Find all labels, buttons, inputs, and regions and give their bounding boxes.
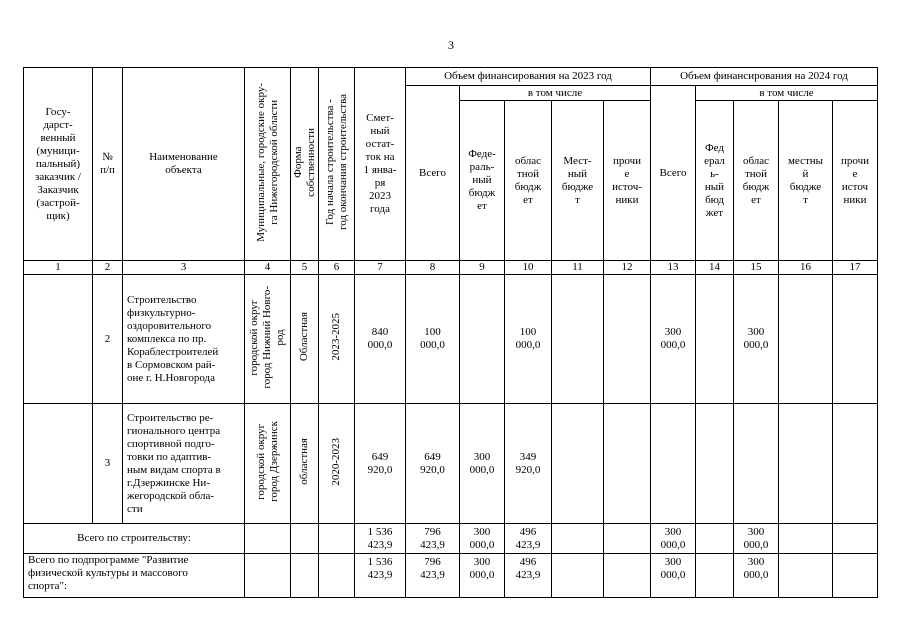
row-name: Строительство физкультурно- оздоровительного комплекса по пр. Кораблестроителей в Сормовском рай- оне г. Н.Новгорода bbox=[123, 275, 245, 404]
financing-table bbox=[23, 67, 878, 598]
header-other-2023: прочи е источ- ники bbox=[604, 101, 651, 261]
empty-cell bbox=[696, 524, 734, 554]
total-regional-2023: 496 423,9 bbox=[505, 524, 552, 554]
empty-cell bbox=[291, 554, 319, 598]
header-name: Наименование объекта bbox=[123, 68, 245, 261]
subprogram-regional-2024: 300 000,0 bbox=[734, 554, 779, 598]
column-number: 8 bbox=[406, 261, 460, 275]
total-label: Всего по строительству: bbox=[24, 524, 245, 554]
table-row bbox=[24, 404, 878, 524]
total-2024: 300 000,0 bbox=[651, 524, 696, 554]
total-estimate: 1 536 423,9 bbox=[355, 524, 406, 554]
empty-cell bbox=[552, 554, 604, 598]
header-local-2023: Мест- ный бюдже т bbox=[552, 101, 604, 261]
header-customer: Госу- дарст- венный (муници- пальный) заказчик / Заказчик (застрой- щик) bbox=[24, 68, 93, 261]
subprogram-total-label: Всего по подпрограмме "Развитие физической культуры и массового спорта": bbox=[24, 554, 245, 598]
subprogram-estimate: 1 536 423,9 bbox=[355, 554, 406, 598]
column-number: 11 bbox=[552, 261, 604, 275]
header-incl-2023: в том числе bbox=[460, 86, 651, 101]
column-number: 3 bbox=[123, 261, 245, 275]
column-number: 10 bbox=[505, 261, 552, 275]
empty-cell bbox=[833, 554, 878, 598]
row-federal-2023: 300 000,0 bbox=[460, 404, 505, 524]
row-name: Строительство ре- гионального центра спортивной подго- товки по адаптив- ным видам спорта в г.Дзержинске Ни- жегородской обла- сти bbox=[123, 404, 245, 524]
row-ownership-cell bbox=[291, 404, 319, 524]
header-num: № п/п bbox=[93, 68, 123, 261]
total-federal-2023: 300 000,0 bbox=[460, 524, 505, 554]
row-other-2023 bbox=[604, 275, 651, 404]
subprogram-total-2023: 796 423,9 bbox=[406, 554, 460, 598]
row-regional-2023: 349 920,0 bbox=[505, 404, 552, 524]
header-municipal-cell bbox=[245, 68, 291, 261]
total-row bbox=[24, 554, 878, 598]
column-number: 4 bbox=[245, 261, 291, 275]
header-estimate: Смет- ный остат- ток на 1 янва- ря 2023 года bbox=[355, 68, 406, 261]
total-row bbox=[24, 524, 878, 554]
subprogram-regional-2023: 496 423,9 bbox=[505, 554, 552, 598]
empty-cell bbox=[245, 554, 291, 598]
empty-cell bbox=[319, 524, 355, 554]
row-municipal: городской округ город Дзержинск bbox=[254, 421, 280, 502]
subprogram-federal-2023: 300 000,0 bbox=[460, 554, 505, 598]
row-customer bbox=[24, 404, 93, 524]
row-years-cell bbox=[319, 275, 355, 404]
total-regional-2024: 300 000,0 bbox=[734, 524, 779, 554]
column-number: 9 bbox=[460, 261, 505, 275]
row-years-cell bbox=[319, 404, 355, 524]
row-total-2024 bbox=[651, 404, 696, 524]
row-other-2024 bbox=[833, 275, 878, 404]
row-regional-2023: 100 000,0 bbox=[505, 275, 552, 404]
header-years: Год начала строительства - год окончания строительства bbox=[323, 94, 349, 230]
empty-cell bbox=[552, 524, 604, 554]
empty-cell bbox=[604, 554, 651, 598]
column-number: 16 bbox=[779, 261, 833, 275]
row-federal-2024 bbox=[696, 404, 734, 524]
empty-cell bbox=[245, 524, 291, 554]
column-number: 7 bbox=[355, 261, 406, 275]
table-row bbox=[24, 275, 878, 404]
column-number: 5 bbox=[291, 261, 319, 275]
row-local-2023 bbox=[552, 404, 604, 524]
row-num: 3 bbox=[93, 404, 123, 524]
header-municipal: Муниципальные, городские окру- га Нижегородской области bbox=[254, 82, 280, 242]
row-municipal-cell bbox=[245, 275, 291, 404]
empty-cell bbox=[604, 524, 651, 554]
column-number: 13 bbox=[651, 261, 696, 275]
empty-cell bbox=[779, 554, 833, 598]
row-local-2024 bbox=[779, 404, 833, 524]
column-number: 14 bbox=[696, 261, 734, 275]
empty-cell bbox=[291, 524, 319, 554]
row-total-2023: 100 000,0 bbox=[406, 275, 460, 404]
row-years: 2020-2023 bbox=[330, 437, 342, 486]
empty-cell bbox=[696, 554, 734, 598]
column-number: 15 bbox=[734, 261, 779, 275]
row-federal-2024 bbox=[696, 275, 734, 404]
empty-cell bbox=[779, 524, 833, 554]
page-number: 3 bbox=[448, 38, 454, 52]
header-incl-2024: в том числе bbox=[696, 86, 878, 101]
empty-cell bbox=[833, 524, 878, 554]
row-federal-2023 bbox=[460, 275, 505, 404]
header-other-2024: прочи е источ ники bbox=[833, 101, 878, 261]
column-number: 1 bbox=[24, 261, 93, 275]
header-local-2024: местны й бюдже т bbox=[779, 101, 833, 261]
column-number: 17 bbox=[833, 261, 878, 275]
header-regional-2023: облас тной бюдж ет bbox=[505, 101, 552, 261]
row-estimate: 649 920,0 bbox=[355, 404, 406, 524]
row-regional-2024: 300 000,0 bbox=[734, 275, 779, 404]
header-total-2023: Всего bbox=[406, 86, 460, 261]
row-total-2023: 649 920,0 bbox=[406, 404, 460, 524]
row-num: 2 bbox=[93, 275, 123, 404]
subprogram-total-2024: 300 000,0 bbox=[651, 554, 696, 598]
row-local-2024 bbox=[779, 275, 833, 404]
header-federal-2023: Феде- раль- ный бюдж ет bbox=[460, 101, 505, 261]
row-ownership: Областная bbox=[298, 312, 310, 362]
header-ownership-cell bbox=[291, 68, 319, 261]
column-numbers-row bbox=[24, 261, 878, 275]
header-years-cell bbox=[319, 68, 355, 261]
row-local-2023 bbox=[552, 275, 604, 404]
row-other-2023 bbox=[604, 404, 651, 524]
header-ownership: Форма собственности bbox=[291, 127, 317, 197]
row-total-2024: 300 000,0 bbox=[651, 275, 696, 404]
header-regional-2024: облас тной бюдж ет bbox=[734, 101, 779, 261]
header-federal-2024: Фед ерал ь- ный бюд жет bbox=[696, 101, 734, 261]
empty-cell bbox=[319, 554, 355, 598]
row-years: 2023-2025 bbox=[330, 313, 342, 361]
header-fin-2023: Объем финансирования на 2023 год bbox=[406, 68, 651, 86]
header-fin-2024: Объем финансирования на 2024 год bbox=[651, 68, 878, 86]
column-number: 2 bbox=[93, 261, 123, 275]
row-estimate: 840 000,0 bbox=[355, 275, 406, 404]
row-municipal-cell bbox=[245, 404, 291, 524]
total-2023: 796 423,9 bbox=[406, 524, 460, 554]
row-customer bbox=[24, 275, 93, 404]
row-ownership-cell bbox=[291, 275, 319, 404]
row-municipal: городской округ город Нижний Новго- род bbox=[248, 285, 286, 389]
header-total-2024: Всего bbox=[651, 86, 696, 261]
column-number: 12 bbox=[604, 261, 651, 275]
column-number: 6 bbox=[319, 261, 355, 275]
row-other-2024 bbox=[833, 404, 878, 524]
row-ownership: областная bbox=[298, 438, 310, 485]
row-regional-2024 bbox=[734, 404, 779, 524]
